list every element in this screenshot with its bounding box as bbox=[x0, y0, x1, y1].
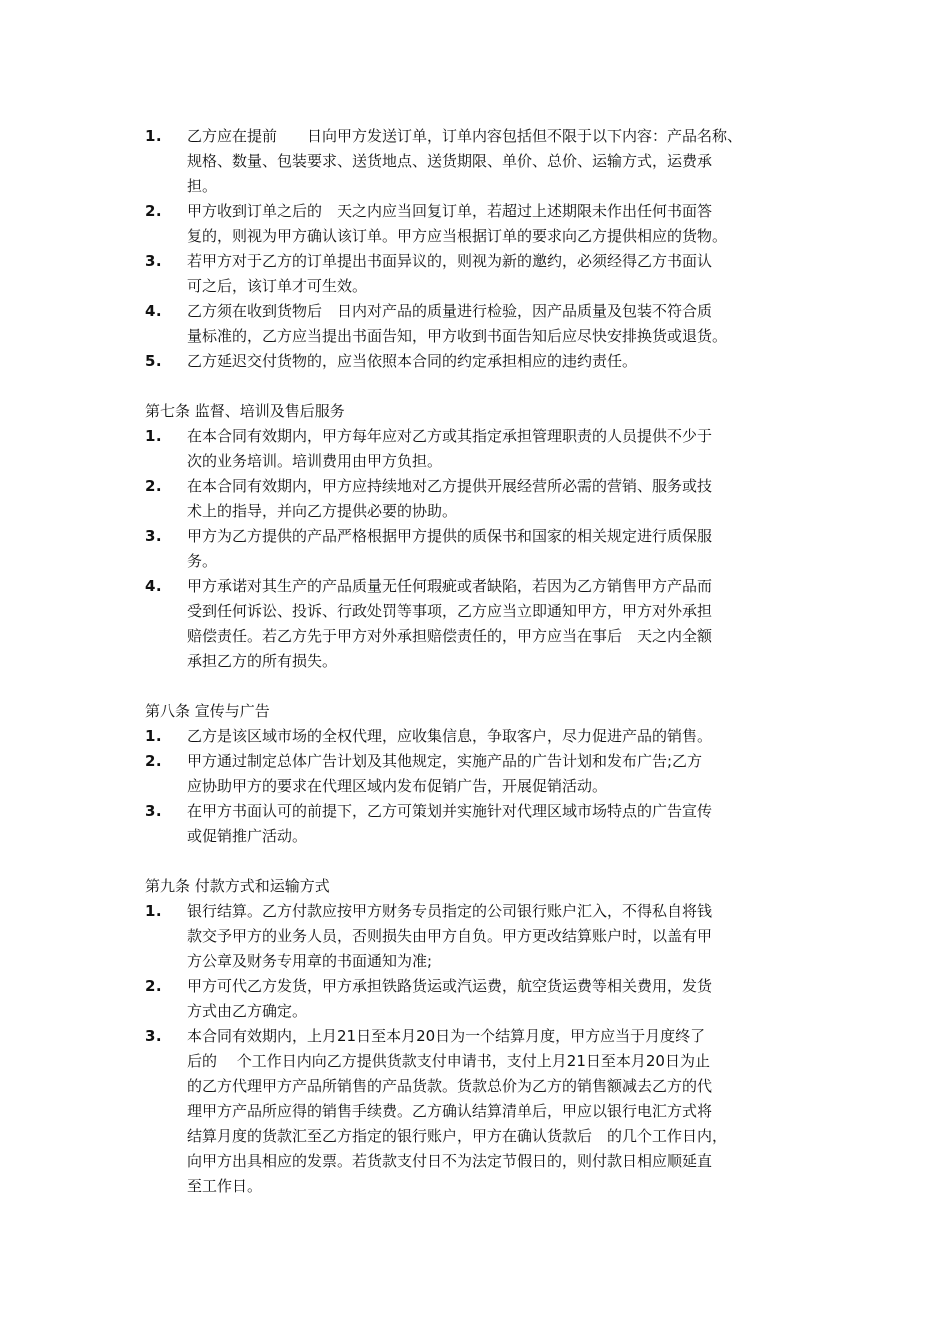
section7-list bbox=[145, 424, 825, 674]
text-line: 至工作日。 bbox=[187, 1177, 263, 1195]
list-item-number: 3. bbox=[145, 527, 163, 545]
list-item-number: 2. bbox=[145, 752, 163, 770]
list-item-number: 4. bbox=[145, 577, 163, 595]
list-item-text bbox=[187, 974, 825, 1024]
text-line: 术上的指导，并向乙方提供必要的协助。 bbox=[187, 502, 458, 520]
text-line: 方公章及财务专用章的书面通知为准; bbox=[187, 952, 433, 970]
section7-heading: 第七条 监督、培训及售后服务 bbox=[145, 402, 345, 420]
list-item-text bbox=[187, 574, 825, 674]
text-line: 担。 bbox=[187, 177, 218, 195]
section8-heading: 第八条 宣传与广告 bbox=[145, 702, 270, 720]
text-line: 量标准的，乙方应当提出书面告知，甲方收到书面告知后应尽快安排换货或退货。 bbox=[187, 327, 728, 345]
list-item-number: 1. bbox=[145, 427, 163, 445]
list-item bbox=[145, 349, 825, 374]
list-item-number: 2. bbox=[145, 977, 163, 995]
text-line: 向甲方出具相应的发票。若货款支付日不为法定节假日的，则付款日相应顺延直 bbox=[187, 1152, 713, 1170]
text-line: 的乙方代理甲方产品所销售的产品货款。货款总价为乙方的销售额减去乙方的代 bbox=[187, 1077, 713, 1095]
list-item bbox=[145, 749, 825, 799]
text-line: 结算月度的货款汇至乙方指定的银行账户，甲方在确认货款后 的几个工作日内， bbox=[187, 1127, 728, 1145]
list-item bbox=[145, 899, 825, 974]
list-item-number: 1. bbox=[145, 902, 163, 920]
text-line: 乙方须在收到货物后 日内对产品的质量进行检验，因产品质量及包装不符合质 bbox=[187, 302, 713, 320]
section8-list bbox=[145, 724, 825, 849]
list-item-text bbox=[187, 899, 825, 974]
text-line: 甲方通过制定总体广告计划及其他规定，实施产品的广告计划和发布广告;乙方 bbox=[187, 752, 703, 770]
text-line: 可之后，该订单才可生效。 bbox=[187, 277, 368, 295]
section9-heading: 第九条 付款方式和运输方式 bbox=[145, 877, 330, 895]
list-item-text bbox=[187, 349, 825, 374]
text-line: 规格、数量、包装要求、送货地点、送货期限、单价、总价、运输方式，运费承 bbox=[187, 152, 713, 170]
text-line: 甲方收到订单之后的 天之内应当回复订单，若超过上述期限未作出任何书面答 bbox=[187, 202, 713, 220]
list-item-number: 1. bbox=[145, 727, 163, 745]
text-line: 务。 bbox=[187, 552, 218, 570]
list-item bbox=[145, 574, 825, 674]
list-item bbox=[145, 1024, 825, 1199]
text-line: 若甲方对于乙方的订单提出书面异议的，则视为新的邀约，必须经得乙方书面认 bbox=[187, 252, 713, 270]
list-item-number: 3. bbox=[145, 802, 163, 820]
section9-list bbox=[145, 899, 825, 1199]
text-line: 乙方延迟交付货物的，应当依照本合同的约定承担相应的违约责任。 bbox=[187, 352, 638, 370]
list-item bbox=[145, 524, 825, 574]
text-line: 在本合同有效期内，甲方每年应对乙方或其指定承担管理职责的人员提供不少于 bbox=[187, 427, 713, 445]
text-line: 甲方为乙方提供的产品严格根据甲方提供的质保书和国家的相关规定进行质保服 bbox=[187, 527, 713, 545]
text-line: 乙方应在提前 日向甲方发送订单，订单内容包括但不限于以下内容：产品名称、 bbox=[187, 127, 743, 145]
list-item bbox=[145, 724, 825, 749]
list-item bbox=[145, 299, 825, 349]
document-body bbox=[145, 124, 825, 1199]
list-item-text bbox=[187, 199, 825, 249]
text-line: 甲方可代乙方发货，甲方承担铁路货运或汽运费，航空货运费等相关费用，发货 bbox=[187, 977, 713, 995]
list-item-number: 5. bbox=[145, 352, 163, 370]
text-line: 次的业务培训。培训费用由甲方负担。 bbox=[187, 452, 443, 470]
list-item-text bbox=[187, 724, 825, 749]
text-line: 甲方承诺对其生产的产品质量无任何瑕疵或者缺陷，若因为乙方销售甲方产品而 bbox=[187, 577, 713, 595]
text-line: 方式由乙方确定。 bbox=[187, 1002, 308, 1020]
list-item-text bbox=[187, 749, 825, 799]
text-line: 理甲方产品所应得的销售手续费。乙方确认结算清单后，甲应以银行电汇方式将 bbox=[187, 1102, 713, 1120]
list-item bbox=[145, 474, 825, 524]
text-line: 后的 个工作日内向乙方提供货款支付申请书，支付上月21日至本月20日为止 bbox=[187, 1052, 710, 1070]
text-line: 赔偿责任。若乙方先于甲方对外承担赔偿责任的，甲方应当在事后 天之内全额 bbox=[187, 627, 713, 645]
text-line: 乙方是该区域市场的全权代理，应收集信息，争取客户，尽力促进产品的销售。 bbox=[187, 727, 713, 745]
list-item-number: 4. bbox=[145, 302, 163, 320]
list-item-text bbox=[187, 124, 825, 199]
list-item-number: 3. bbox=[145, 252, 163, 270]
list-item bbox=[145, 249, 825, 299]
list-item-number: 2. bbox=[145, 202, 163, 220]
list-item-text bbox=[187, 474, 825, 524]
list-item-number: 1. bbox=[145, 127, 163, 145]
list-item-text bbox=[187, 299, 825, 349]
list-item bbox=[145, 199, 825, 249]
list-item bbox=[145, 799, 825, 849]
list-item-text bbox=[187, 524, 825, 574]
text-line: 本合同有效期内，上月21日至本月20日为一个结算月度，甲方应当于月度终了 bbox=[187, 1027, 706, 1045]
list-item-text bbox=[187, 1024, 825, 1199]
text-line: 受到任何诉讼、投诉、行政处罚等事项，乙方应当立即通知甲方，甲方对外承担 bbox=[187, 602, 713, 620]
list-item-number: 2. bbox=[145, 477, 163, 495]
list-item bbox=[145, 424, 825, 474]
list-item-text bbox=[187, 424, 825, 474]
text-line: 复的，则视为甲方确认该订单。甲方应当根据订单的要求向乙方提供相应的货物。 bbox=[187, 227, 728, 245]
text-line: 在本合同有效期内，甲方应持续地对乙方提供开展经营所必需的营销、服务或技 bbox=[187, 477, 713, 495]
list-item bbox=[145, 124, 825, 199]
section6-list bbox=[145, 124, 825, 374]
list-item bbox=[145, 974, 825, 1024]
text-line: 在甲方书面认可的前提下，乙方可策划并实施针对代理区域市场特点的广告宣传 bbox=[187, 802, 713, 820]
list-item-text bbox=[187, 799, 825, 849]
text-line: 承担乙方的所有损失。 bbox=[187, 652, 338, 670]
text-line: 或促销推广活动。 bbox=[187, 827, 308, 845]
list-item-text bbox=[187, 249, 825, 299]
text-line: 款交予甲方的业务人员，否则损失由甲方自负。甲方更改结算账户时，以盖有甲 bbox=[187, 927, 713, 945]
text-line: 应协助甲方的要求在代理区域内发布促销广告，开展促销活动。 bbox=[187, 777, 608, 795]
list-item-number: 3. bbox=[145, 1027, 163, 1045]
text-line: 银行结算。乙方付款应按甲方财务专员指定的公司银行账户汇入，不得私自将钱 bbox=[187, 902, 713, 920]
